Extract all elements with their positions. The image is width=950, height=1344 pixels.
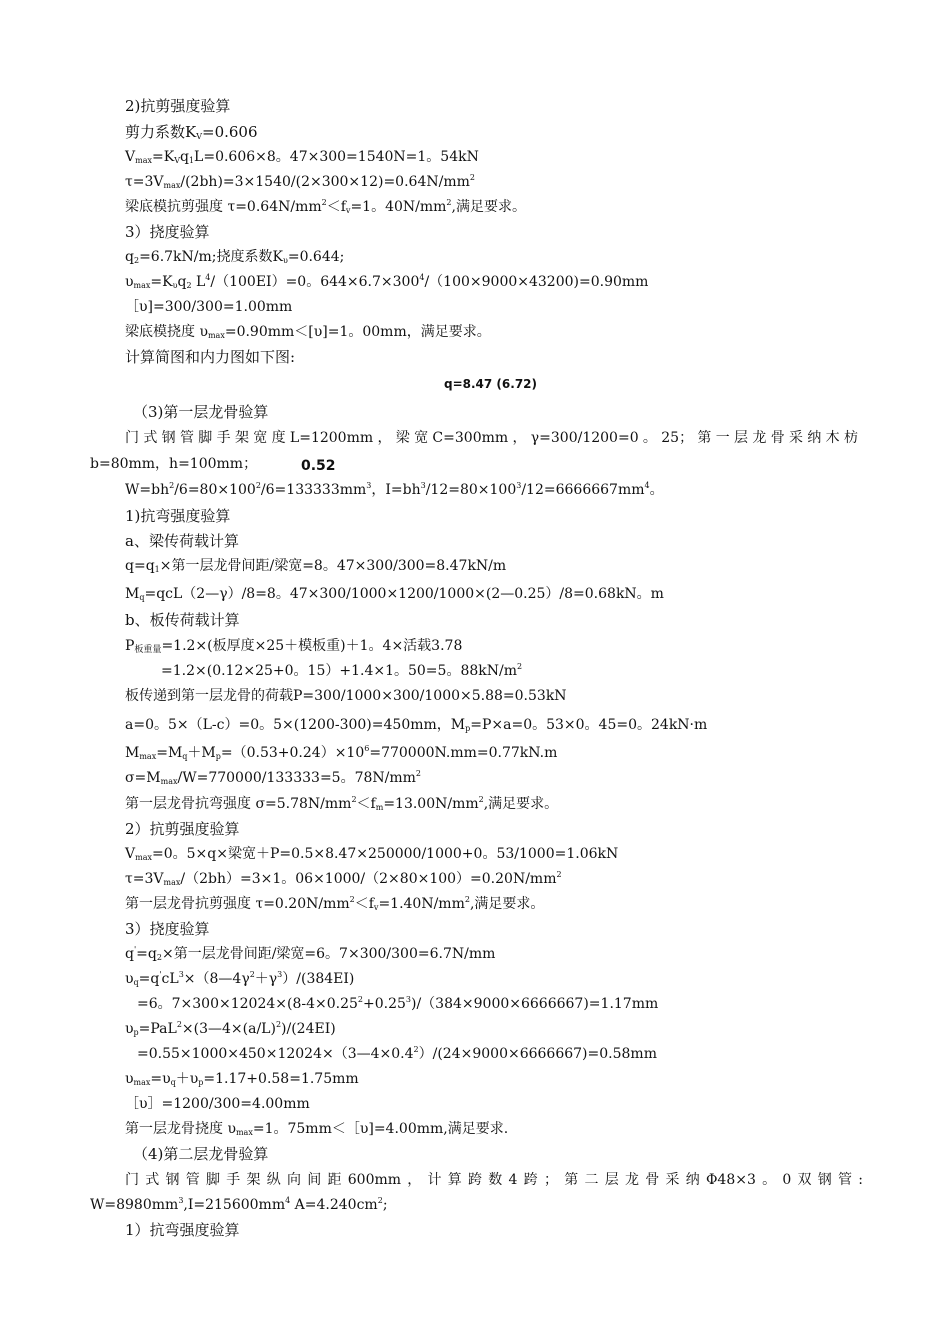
text-line: 1)抗弯强度验算 xyxy=(125,507,231,525)
text-line: 门式钢管脚手架纵向间距600mm，计算跨数4跨；第二层龙骨采纳Φ48×3。0双钢管: xyxy=(125,1172,863,1188)
text-line: $=0.55\times 1000\times 450\times 12024\times(3—4\times 0.4^2)/(24\times 9000\times 6666667)=0.58mm$ xyxy=(137,1045,657,1062)
text-line: 第一层龙骨挠度 $\upsilon_{max}=1$。75mm＜［υ]=4.00mm,满足要求. xyxy=(125,1121,509,1137)
text-line: =1.2×(0.12×25+0。15）+1.4×1。50=5。$88kN/m^2$ xyxy=(161,662,523,679)
text-line: $\tau=3V_{max}/(2bh)=3\times 1$。$06\times 1000/(2\times 80\times 100)=0.20N/mm^2$ xyxy=(125,870,562,887)
text-line: 剪力系数$K_V=0.606$ xyxy=(125,123,258,141)
text-line: 门式钢管脚手架宽度L=1200mm，梁宽C=300mm，γ=300/1200=0。25；第一层龙骨采纳木枋 xyxy=(125,430,858,446)
text-line: $P_{板重量}=1.2\times$(板厚度×25＋模板重)＋1。4×活载3.78 xyxy=(125,638,463,655)
section-heading: （3)第一层龙骨验算 xyxy=(133,403,269,421)
text-line: 梁底模抗剪强度 $\tau=0.64N/mm^2<f_v=1$。$40N/mm^2$,满足要求。 xyxy=(125,198,526,215)
text-line: 2)抗剪强度验算 xyxy=(125,97,231,115)
text-line: 2）抗剪强度验算 xyxy=(125,820,240,838)
text-line: $\upsilon_q=q'cL^3\times(8—4\gamma^2+\gamma^3)/(384EI)$ xyxy=(125,970,355,987)
text-line: $\upsilon_{max}=K_\upsilon q_2$ $L^4/(100EI)=0$。$644\times 6.7\times 300^4/(100\times 9000\times 43200)=0.90mm$ xyxy=(125,273,649,290)
text-line: =6。$7\times 300\times 12024\times(8-4\times 0.25^2+0.25^3)/(384\times 9000\times 6666667)=1.17mm$ xyxy=(137,995,659,1012)
text-line: 3）挠度验算 xyxy=(125,920,210,938)
text-line: $W=8980mm^3,I=215600mm^4$ $A=4.240cm^2$; xyxy=(90,1196,388,1213)
text-line: $\sigma=M_{max}/W=770000/133333=5$。$78N/mm^2$ xyxy=(125,769,422,786)
text-line: $M_{max}=M_q+M_p=(0.53+0.24)\times 10^6=770000N.mm=0.77kN.m$ xyxy=(125,744,558,761)
text-line: 3）挠度验算 xyxy=(125,223,210,241)
text-line: $q_2=6.7kN/m$;挠度系数$K_\upsilon=0.644$; xyxy=(125,249,345,265)
text-line: b、板传荷载计算 xyxy=(125,611,240,629)
text-line: b=80mm，h=100mm； xyxy=(90,456,258,472)
text-line: $q'=q_2\times$第一层龙骨间距/梁宽=6。7×300/300=6.7N/mm xyxy=(125,945,496,962)
text-line: ［υ］=1200/300=4.00mm xyxy=(125,1096,310,1112)
figure-value-label: 0.52 xyxy=(301,458,336,474)
figure-load-label: q=8.47 (6.72) xyxy=(444,377,538,391)
text-line: 1）抗弯强度验算 xyxy=(125,1221,240,1239)
text-line: $\upsilon_p=PaL^2\times(3—4\times(a/L)^2)/(24EI)$ xyxy=(125,1020,336,1037)
text-line: 板传递到第一层龙骨的荷载P=300/1000×300/1000×5.88=0.53kN xyxy=(125,688,567,704)
text-line: $M_q=qcL(2—\gamma)/8=8$。47×300/1000×1200/1000×(2—0.25）/8=0.68kN。m xyxy=(125,586,664,602)
text-line: 第一层龙骨抗剪强度 $\tau=0.20N/mm^2<f_v=1.40N/mm^2$,满足要求。 xyxy=(125,895,545,912)
text-line: $\upsilon_{max}=\upsilon_q+\upsilon_p=1.17+0.58=1.75mm$ xyxy=(125,1071,359,1087)
text-line: $W=bh^2/6=80\times 100^2/6=133333mm^3$，$I=bh^3/12=80\times 100^3/12=6666667mm^4$。 xyxy=(125,481,664,498)
text-line: a、梁传荷载计算 xyxy=(125,532,239,550)
text-line: a=0。5×（L-c）=0。5×(1200-300)=450mm，$M_p=P\times a=0$。53×0。45=0。24kN·m xyxy=(125,717,708,733)
text-line: ［υ]=300/300=1.00mm xyxy=(125,299,293,315)
section-heading: （4)第二层龙骨验算 xyxy=(133,1145,269,1163)
text-line: $V_{max}=0$。5×q×梁宽＋P=0.5×8.47×250000/1000+0。53/1000=1.06kN xyxy=(125,846,619,862)
text-line: 第一层龙骨抗弯强度 $\sigma=5.78N/mm^2<f_m=13.00N/mm^2$,满足要求。 xyxy=(125,795,559,812)
text-line: 计算简图和内力图如下图: xyxy=(125,348,296,366)
text-line: $V_{max}=K_Vq_1L=0.606\times 8$。47×300=1540N=1。54kN xyxy=(125,149,479,165)
text-line: $q=q_1\times$第一层龙骨间距/梁宽=8。47×300/300=8.47kN/m xyxy=(125,558,507,574)
text-line: $\tau=3V_{max}/(2bh)=3\times 1540/(2\times 300\times 12)=0.64N/mm^2$ xyxy=(125,173,475,190)
text-line: 梁底模挠度 $\upsilon_{max}=0.90mm<[\upsilon]=1$。00mm，满足要求。 xyxy=(125,324,491,340)
